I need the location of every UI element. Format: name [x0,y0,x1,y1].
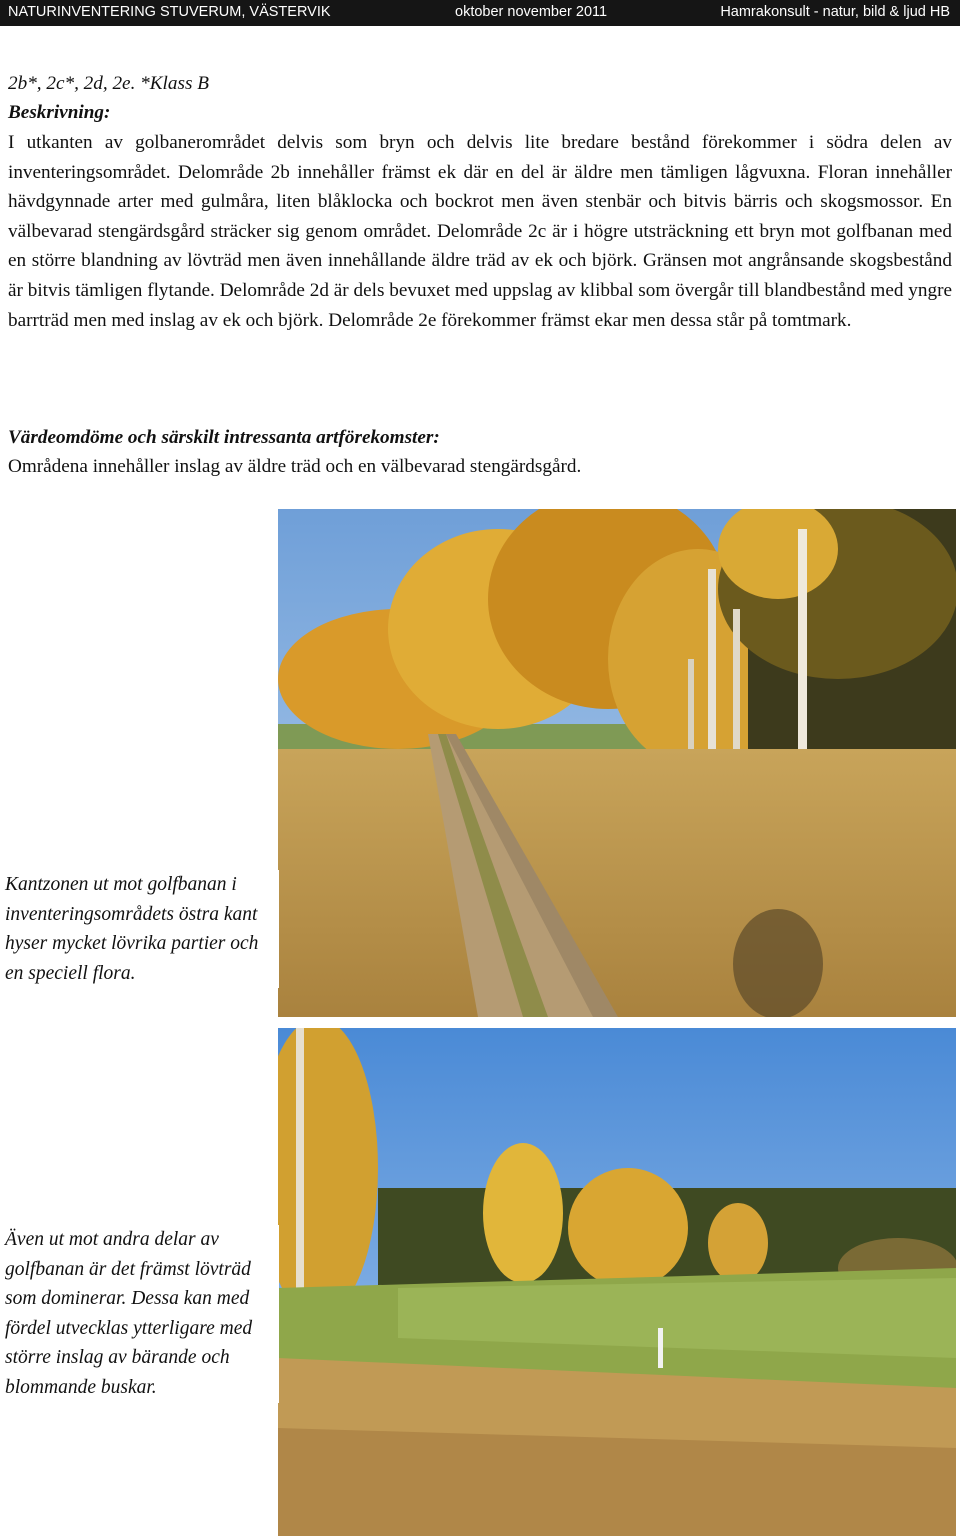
area-classification: 2b*, 2c*, 2d, 2e. *Klass B [8,73,209,94]
description-heading: Beskrivning: [8,102,111,123]
value-text: Områdena innehåller inslag av äldre träd och en välbevarad stengärdsgård. [8,456,582,477]
header-date: oktober november 2011 [455,4,608,20]
photo-golf-course-trees [278,1028,956,1536]
header-title: NATURINVENTERING STUVERUM, VÄSTERVIK [8,4,331,20]
photo1-caption: Kantzonen ut mot golfbanan i inventeringsområdets östra kant hyser mycket lövrika partier och en speciell flora. [5,870,279,988]
photo2-caption: Även ut mot andra delar av golfbanan är det främst lövträd som dominerar. Dessa kan med fördel utvecklas ytterligare med större inslag av bärande och blommande buskar. [5,1225,279,1403]
page-header [0,0,960,26]
header-company: Hamrakonsult - natur, bild & ljud HB [720,4,950,20]
value-heading: Värdeomdöme och särskilt intressanta artförekomster: [8,427,440,448]
description-text: I utkanten av golbanerområdet delvis som bryn och delvis lite bredare bestånd förekommer i södra delen av inventeringsområdet. Delområde 2b innehåller främst ek där en del är äldre men tämligen lågvuxna. Floran innehåller hävdgynnade arter med gulmåra, liten blåklocka och bockrot men även stenbär och bitvis bärris och skogsmossor. En välbevarad stengärdsgård sträcker sig genom området. Delområde 2c är i högre utsträckning ett bryn mot golfbanan med en större blandning av lövträd men även innehållande äldre träd av ek och björk. Gränsen mot angrånsande skogsbestånd är bitvis tämligen flytande. Delområde 2d är dels bevuxet med uppslag av klibbal som övergår till blandbestånd med yngre barrträd men med inslag av ek och björk. Delområde 2e förekommer främst ekar men dessa står på tomtmark. [8,132,952,331]
photo-forest-edge-track [278,509,956,1017]
